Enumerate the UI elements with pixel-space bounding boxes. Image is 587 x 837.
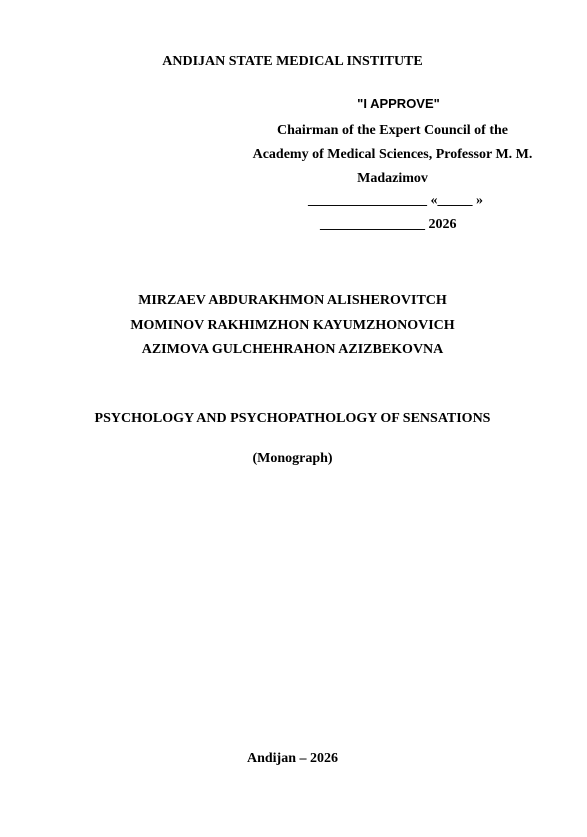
document-title: PSYCHOLOGY AND PSYCHOPATHOLOGY OF SENSATIONS bbox=[94, 411, 491, 426]
date-line: _______________ 2026 bbox=[320, 217, 457, 232]
signature-line: _________________ «_____ » bbox=[308, 193, 483, 208]
authors-block bbox=[0, 289, 585, 363]
approval-line: Academy of Medical Sciences, Professor M. M. bbox=[252, 147, 533, 162]
approval-line: Chairman of the Expert Council of the bbox=[277, 123, 508, 138]
place-and-year: Andijan – 2026 bbox=[246, 751, 339, 766]
author-name: MIRZAEV ABDURAKHMON ALISHEROVITCH bbox=[138, 293, 447, 308]
institute-name: ANDIJAN STATE MEDICAL INSTITUTE bbox=[162, 54, 423, 69]
author-name: MOMINOV RAKHIMZHON KAYUMZHONOVICH bbox=[130, 317, 455, 333]
approval-line: Madazimov bbox=[357, 171, 428, 186]
document-subtitle: (Monograph) bbox=[252, 451, 333, 466]
approval-label: "I APPROVE" bbox=[357, 96, 440, 111]
approval-block bbox=[240, 119, 545, 191]
author-name: AZIMOVA GULCHEHRAHON AZIZBEKOVNA bbox=[141, 342, 444, 357]
